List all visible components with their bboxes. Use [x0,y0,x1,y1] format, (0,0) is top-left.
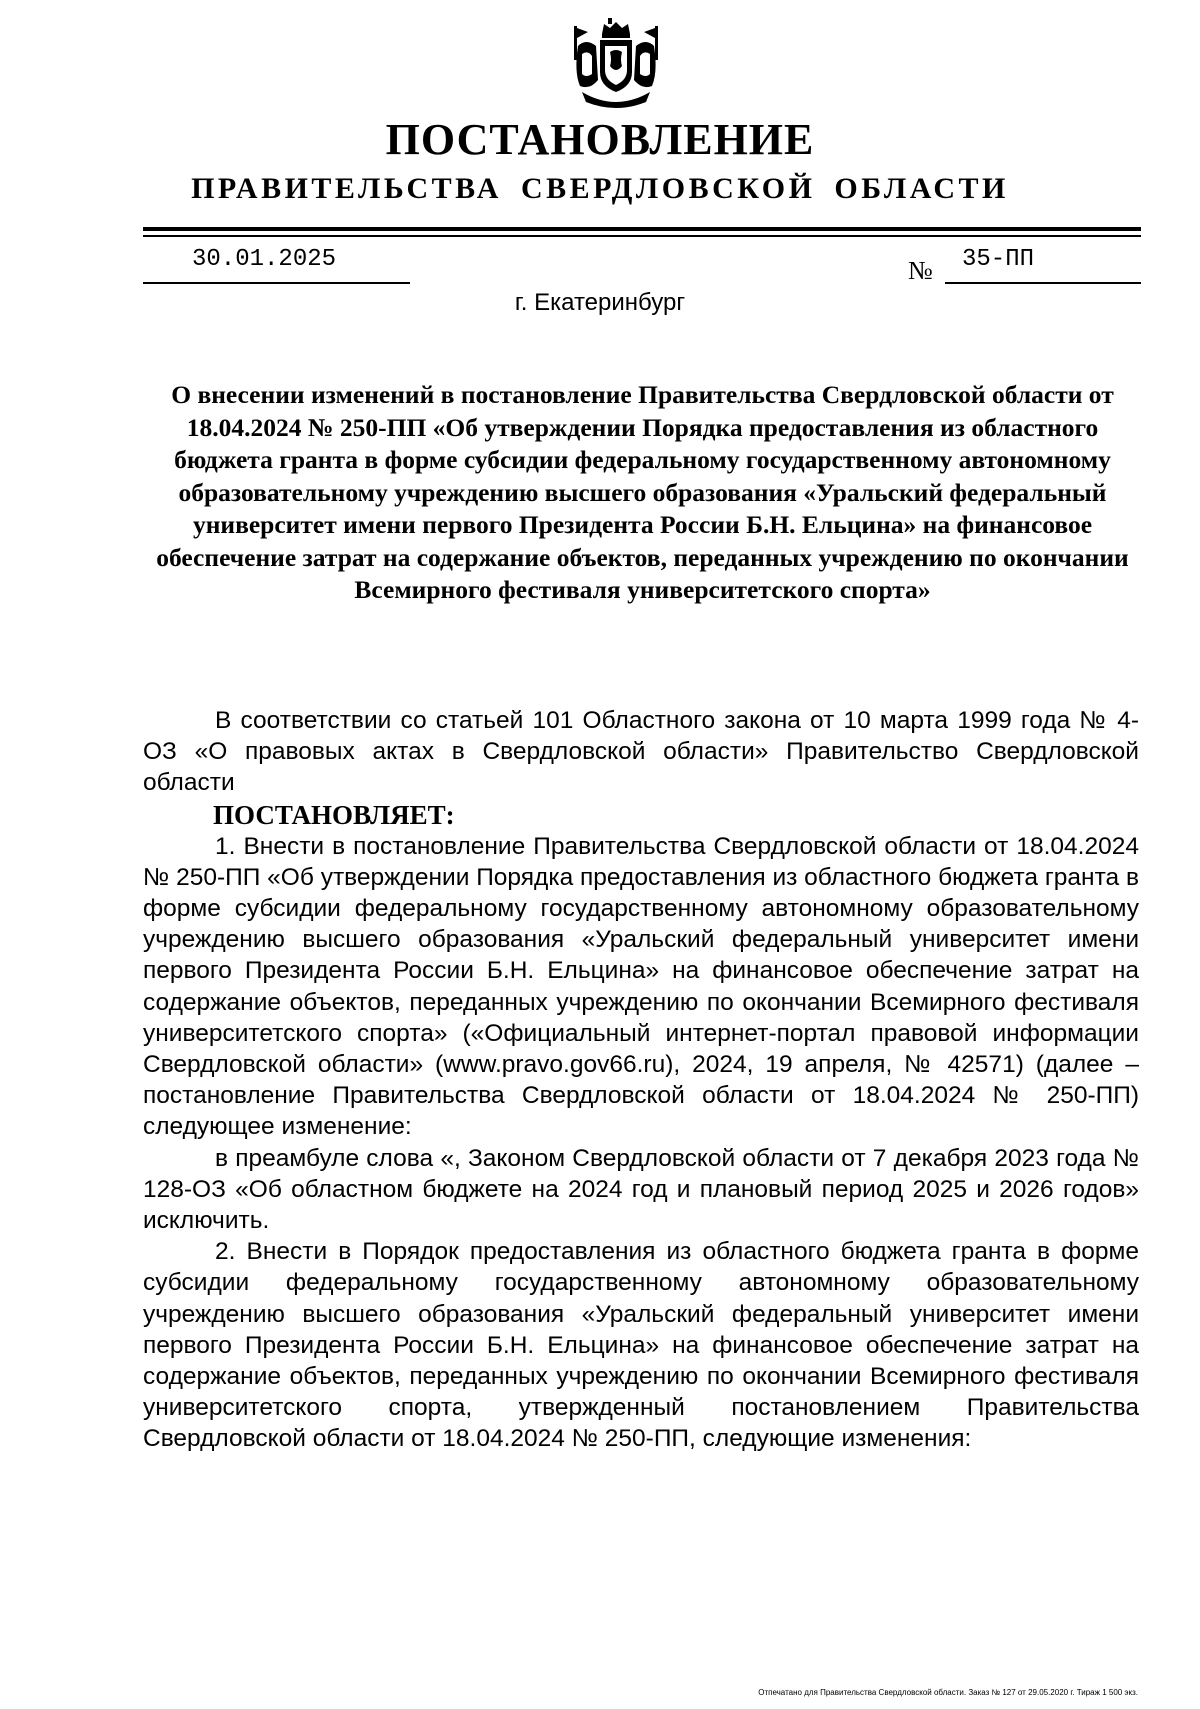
header-divider-thin [143,235,1141,237]
document-number: 35-ПП [962,246,1035,273]
issuing-authority: ПРАВИТЕЛЬСТВА СВЕРДЛОВСКОЙ ОБЛАСТИ [191,172,1009,205]
item-2-paragraph: 2. Внести в Порядок предоставления из областного бюджета гранта в форме субсидии федеральному государственному автономному образовательному учреждению высшего образования «Уральский федеральный университет имени первого Президента России Б.Н. Ельцина» на финансовое обеспечение затрат на содержание объектов, переданных учреждению по окончании Всемирного фестиваля университетского спорта, утвержденный постановлением Правительства Свердловской области от 18.04.2024 № 250-ПП, следующие изменения: [143,1238,1139,1453]
document-body [143,705,1139,1455]
print-footer: Отпечатано для Правительства Свердловской области. Заказ № 127 от 29.05.2020 г. Тираж 1 500 экз. [758,1688,1138,1697]
item-1-paragraph: 1. Внести в постановление Правительства Свердловской области от 18.04.2024 № 250-ПП «Об утверждении Порядка предоставления из областного бюджета гранта в форме субсидии федеральному государственному автономному образовательному учреждению высшего образования «Уральский федеральный университет имени первого Президента России Б.Н. Ельцина» на финансовое обеспечение затрат на содержание объектов, переданных учреждению по окончании Всемирного фестиваля университетского спорта» («Официальный интернет-портал правовой информации Свердловской области» (www.pravo.gov66.ru), 2024, 19 апреля, № 42571) (далее – постановление Правительства Свердловской области от 18.04.2024 № 250-ПП) следующее изменение: [143,832,1139,1141]
item-1-change-paragraph: в преамбуле слова «, Законом Свердловской области от 7 декабря 2023 года № 128-ОЗ «Об областном бюджете на 2024 год и плановый период 2025 и 2026 годов» исключить. [143,1144,1139,1235]
resolve-heading: ПОСТАНОВЛЯЕТ: [213,799,455,830]
document-date: 30.01.2025 [192,246,337,273]
number-sign: № [908,256,933,285]
place-of-issue: г. Екатеринбург [514,289,686,316]
preamble-paragraph: В соответствии со статьей 101 Областного закона от 10 марта 1999 года № 4-ОЗ «О правовых актах в Свердловской области» Правительство Свердловской области [143,707,1139,797]
number-underline [945,282,1141,284]
document-heading: О внесении изменений в постановление Правительства Свердловской области от 18.04.2024 № 250-ПП «Об утверждении Порядка предоставления из областного бюджета гранта в форме субсидии федеральному государственному автономному образовательному учреждению высшего образования «Уральский федеральный университет имени первого Президента России Б.Н. Ельцина» на финансовое обеспечение затрат на содержание объектов, переданных учреждению по окончании Всемирного фестиваля университетского спорта» [156,380,1129,604]
coat-of-arms-icon [572,16,660,112]
header-divider-thick [143,227,1141,231]
date-underline [143,282,410,284]
document-type-title: ПОСТАНОВЛЕНИЕ [385,115,815,164]
